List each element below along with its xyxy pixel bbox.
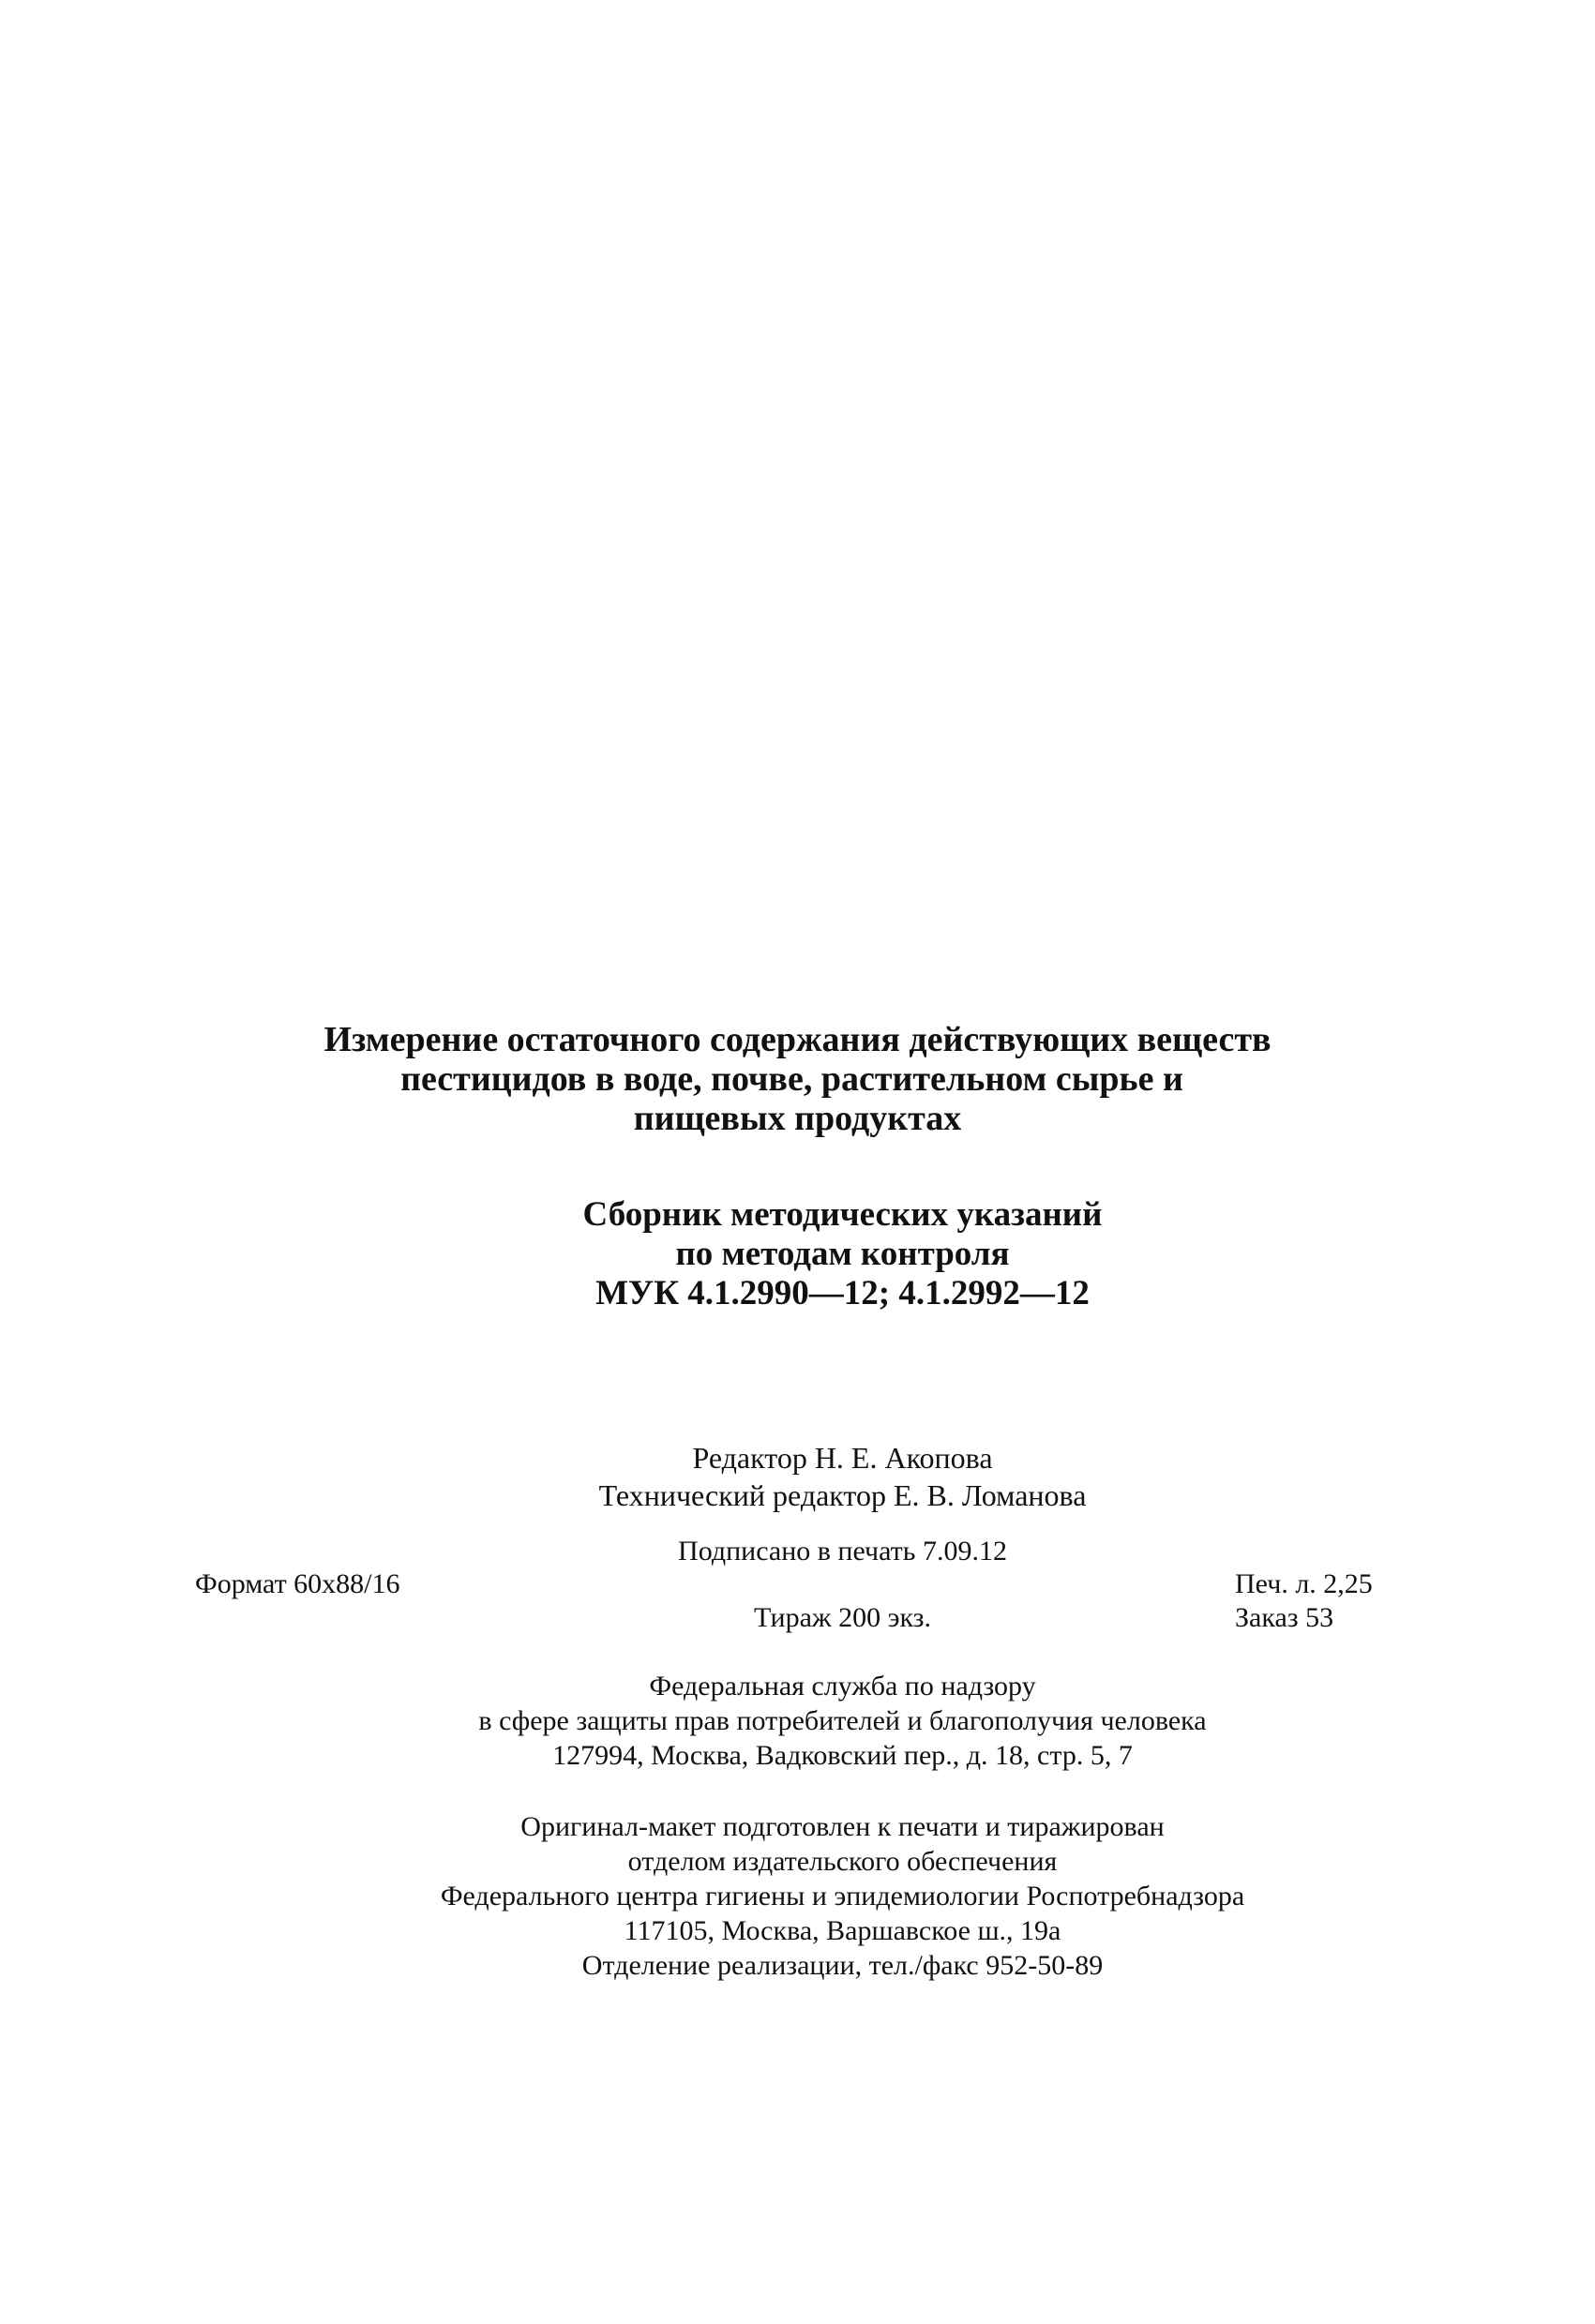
print-run: Тираж 200 экз.	[753, 1602, 932, 1633]
tech-editor-line: Технический редактор Е. В. Ломанова	[598, 1478, 1087, 1512]
paper-format: Формат 60x88/16	[195, 1568, 400, 1599]
document-subtitle	[0, 1195, 1595, 1313]
editors-block	[0, 1439, 1595, 1514]
publisher-line: в сфере защиты прав потребителей и благополучия человека	[478, 1705, 1207, 1736]
document-title	[0, 1020, 1595, 1138]
subtitle-line: Сборник методических указаний	[582, 1195, 1103, 1234]
title-line: пищевых продуктах	[633, 1099, 962, 1138]
printer-block	[0, 1809, 1595, 1983]
title-line: пестицидов в воде, почве, растительном сырье и	[400, 1059, 1183, 1099]
subtitle-line: по методам контроля	[675, 1235, 1010, 1273]
editor-line: Редактор Н. Е. Акопова	[692, 1441, 993, 1475]
printer-line: Отделение реализации, тел./факс 952-50-89	[581, 1950, 1104, 1981]
title-line: Измерение остаточного содержания действующих веществ	[324, 1020, 1271, 1059]
printed-sheets: Печ. л. 2,25	[1235, 1568, 1373, 1599]
publisher-line: 127994, Москва, Вадковский пер., д. 18, стр. 5, 7	[552, 1740, 1133, 1771]
printer-line: Федерального центра гигиены и эпидемиологии Роспотребнадзора	[440, 1881, 1245, 1912]
publisher-block	[0, 1669, 1595, 1773]
subtitle-line: МУК 4.1.2990—12; 4.1.2992—12	[595, 1274, 1090, 1312]
printer-line: отделом издательского обеспечения	[627, 1846, 1058, 1877]
printer-line: Оригинал-макет подготовлен к печати и тиражирован	[520, 1811, 1165, 1842]
signed-for-print: Подписано в печать 7.09.12	[678, 1536, 1007, 1567]
printer-line: 117105, Москва, Варшавское ш., 19а	[624, 1915, 1061, 1946]
publisher-line: Федеральная служба по надзору	[649, 1671, 1036, 1702]
order-number: Заказ 53	[1235, 1602, 1334, 1633]
